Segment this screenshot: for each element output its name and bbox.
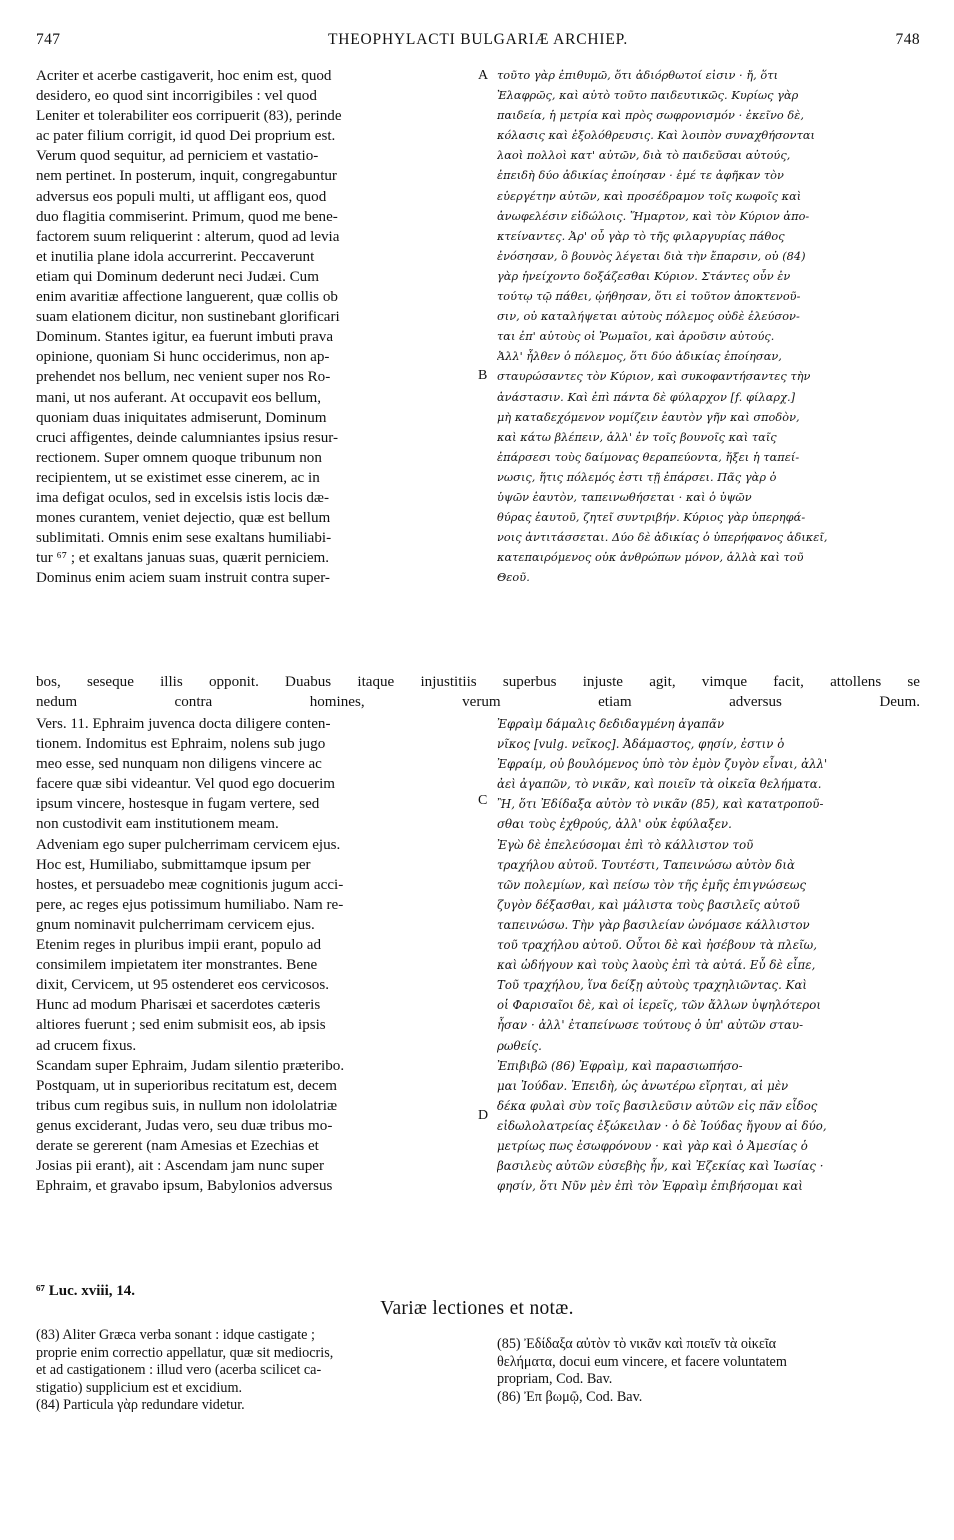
latin-line: gnum nominavit pulcherrimam cervicem ejus.	[36, 916, 315, 933]
latin-line: non custodivit eam institutionem meam.	[36, 816, 279, 833]
notes-left	[36, 1327, 476, 1415]
latin-line: mani, ut nos auferant. At occupavit eos bellum,	[36, 389, 322, 406]
greek-line: σταυρώσαντες τὸν Κύριον, καὶ συκοφαντήσαντες τὴν	[497, 370, 811, 384]
running-title: THEOPHYLACTI BULGARIÆ ARCHIEP.	[328, 31, 628, 48]
margin-marker-a: A	[478, 68, 489, 83]
greek-line: εἰδωλολατρείας ἐξώκειλαν · ὁ δὲ Ἰούδας ἤγουν αἱ δύο,	[497, 1118, 827, 1133]
greek-line: ἦσαν · ἀλλ' ἐταπείνωσε τούτους ὁ ὑπ' αὐτῶν σταυ-	[497, 1018, 804, 1033]
latin-line: dixit, Cervicem, ut 95 ostenderet eos cervicosos.	[36, 977, 329, 994]
note-line: (84) Particula γὰρ redundare videtur.	[36, 1397, 245, 1413]
greek-line: τῶν πολεμίων, καὶ πείσω τὸν τῆς ἐμῆς ἐπιγνώσεως	[497, 877, 807, 892]
note-line: (83) Aliter Græca verba sonant : idque castigate ;	[36, 1327, 315, 1343]
greek-line: μαι Ἰούδαν. Ἐπειδὴ, ὡς ἀνωτέρω εἴρηται, αἱ μὲν	[497, 1078, 789, 1093]
greek-line: κτείναντες. Ἀρ' οὖ γὰρ τὸ τῆς φιλαργυρίας πάθος	[497, 229, 785, 243]
greek-line: Ἢ, ὅτι Ἐδίδαξα αὐτὸν τὸ νικᾶν (85), καὶ κατατροποῦ-	[497, 797, 824, 812]
latin-line: altiores fuerunt ; sed enim submisit eos, ab ipsis	[36, 1017, 326, 1034]
notes-heading: Variæ lectiones et notæ.	[380, 1298, 574, 1319]
latin-line: ipsum vincere, hostesque in fugam vertere, sed	[36, 796, 320, 813]
greek-line: δέκα φυλαὶ σὺν τοῖς βασιλεῦσιν αὐτῶν εἰς πᾶν εἶδος	[497, 1098, 818, 1113]
greek-line: τοῦ τραχήλου αὐτοῦ. Οὗτοι δὲ καὶ ἠσέβουν τὰ πλεῖω,	[497, 938, 818, 953]
latin-line: Hunc ad modum Pharisæi et sacerdotes cæteris	[36, 997, 321, 1014]
greek-line: γὰρ ἠνείχοντο δοξάζεσθαι Κύριον. Στάντες οὖν ἐν	[497, 269, 791, 283]
greek-line: οἱ Φαρισαῖοι δὲ, καὶ οἱ ἱερεῖς, τῶν ἄλλων ὑψηλότεροι	[497, 998, 821, 1013]
latin-line: tribus cum regibus suis, in nullum non idololatriæ	[36, 1097, 338, 1114]
notes-right	[497, 1336, 922, 1406]
greek-line: Θεοῦ.	[497, 571, 530, 585]
latin-line: Scandam super Ephraim, Judam silentio præteribo.	[36, 1057, 345, 1074]
latin-line: rectionem. Super omnem quoque tribunum non	[36, 449, 322, 466]
latin-column-top	[36, 66, 476, 588]
note-line: proprie enim correctio appellatur, quæ sit mediocris,	[36, 1344, 334, 1361]
latin-line: opinione, quoniam Si hunc occiderimus, non ap-	[36, 349, 330, 366]
latin-line: ad crucem fixus.	[36, 1037, 137, 1054]
left-page-number: 747	[36, 31, 61, 48]
greek-line: Τοῦ τραχήλου, ἵνα δείξῃ αὐτοὺς τραχηλιῶντας. Καὶ	[497, 978, 808, 993]
latin-line: etiam qui Dominum dederunt neci Judæi. Cum	[36, 268, 319, 285]
latin-line: Dominum. Stantes igitur, ea fuerunt imbuti prava	[36, 329, 334, 346]
greek-line: καὶ κάτω βλέπειν, ἀλλ' ἐν τοῖς βουνοῖς καὶ ταῖς	[497, 430, 777, 444]
latin-line: Etenim reges in pluribus impii erant, populo ad	[36, 937, 322, 954]
greek-line: Ἐγὼ δὲ ἐπελεύσομαι ἐπὶ τὸ κάλλιστον τοῦ	[497, 837, 754, 852]
greek-line: ταπεινώσω. Τὴν γὰρ βασιλείαν ὠνόμασε κάλλιστον	[497, 917, 810, 932]
latin-line: Acriter et acerbe castigaverit, hoc enim est, quod	[36, 68, 332, 84]
margin-marker-b: B	[478, 368, 488, 383]
latin-line: Josias pii erant), ait : Ascendam jam nunc super	[36, 1158, 324, 1175]
greek-line: σιν, οὐ καταλήψεται αὐτοὺς πόλεμος οὐδὲ ἐλεύσον-	[497, 310, 800, 324]
latin-line: nem pertinet. In posterum, inquit, congregabuntur	[36, 168, 337, 185]
latin-line: tur ⁶⁷ ; et exaltans januas suas, quærit perniciem.	[36, 550, 330, 567]
latin-line: pere, ac reges ejus potissimum humiliabo. Nam re-	[36, 896, 344, 913]
greek-line: Ἀλλ' ἦλθεν ὁ πόλεμος, ὅτι δύο ἀδικίας ἐποίησαν,	[497, 350, 782, 364]
latin-line: hostes, et persuadebo meæ cognitionis jugum acci-	[36, 876, 344, 893]
latin-line: Dominus enim aciem suam instruit contra super-	[36, 570, 330, 587]
latin-line: suam elationem dicitur, non sustinebant glorificari	[36, 309, 340, 326]
greek-line: ἐπάρσεσι τοὺς δαίμονας θεραπεύοντα, ἥξει ἡ ταπεί-	[497, 450, 800, 464]
latin-column-bottom	[36, 714, 476, 1196]
latin-line: genus exciderant, Judas vero, seu duæ tribus mo-	[36, 1117, 333, 1134]
greek-line: καὶ ὡδήγουν καὶ τοὺς λαοὺς ἐπὶ τὰ αὐτά. Εὖ δὲ εἶπε,	[497, 958, 816, 973]
latin-line: ac pater filium corrigit, id quod Dei proprium est.	[36, 128, 336, 145]
running-header	[36, 31, 920, 57]
greek-line: ἀνάστασιν. Καὶ ἐπὶ πάντα δὲ φύλαρχον [f. φίλαρχ.]	[497, 390, 796, 404]
greek-line: ἐπειδὴ δύο ἀδικίας ἐποίησαν · ἐμέ τε ἀφῆκαν τὸν	[497, 169, 784, 183]
greek-line: ται ἐπ' αὐτοὺς οἱ Ῥωμαῖοι, καὶ ἀροῦσιν αὐτούς.	[497, 330, 775, 344]
greek-line: παιδεία, ἡ μετρία καὶ πρὸς σωφρονισμόν · ἐκεῖνο δὲ,	[497, 109, 805, 123]
greek-line: ρωθείς.	[497, 1038, 542, 1053]
greek-line: τούτῳ τῷ πάθει, ᾠήθησαν, ὅτι εἰ τοῦτον ἀποκτενοῦ-	[497, 290, 801, 304]
greek-line: σθαι τοὺς ἐχθρούς, ἀλλ' οὐκ ἐφύλαξεν.	[497, 817, 732, 832]
latin-line: Postquam, ut in superioribus recitatum est, decem	[36, 1077, 337, 1094]
latin-line: meo esse, sed nunquam non diligens vincere ac	[36, 756, 322, 773]
greek-line: φησίν, ὅτι Νῦν μὲν ἐπὶ τὸν Ἐφραὶμ ἐπιβήσομαι καὶ	[497, 1179, 803, 1194]
latin-line: desidero, eo quod sint incorrigibiles : vel quod	[36, 88, 317, 105]
latin-line: Ephraim, et gravabo ipsum, Babylonios adversus	[36, 1178, 333, 1195]
latin-line: facere quæ sibi videantur. Vel quod ego docuerim	[36, 776, 335, 793]
note-line: stigatio) supplicium est et excidium.	[36, 1379, 243, 1396]
greek-line: εὐεργέτην αὐτῶν, καὶ προσέδραμον τοῖς κωφοῖς καὶ	[497, 189, 802, 203]
note-line: (85) Ἐδίδαξα αὐτὸν τὸ νικᾶν καὶ ποιεῖν τὰ οἰκεῖα	[497, 1336, 777, 1352]
latin-line: prehendet nos bellum, nec venient super nos Ro-	[36, 369, 331, 386]
greek-column-bottom	[497, 714, 922, 1196]
latin-line: factorem suum reliquerint : alterum, quod ad levia	[36, 228, 340, 245]
latin-line: cruci affigentes, deinde calumniantes ipsius resur-	[36, 429, 339, 446]
latin-line: recipientem, ut se existimet esse cinerem, ac in	[36, 469, 320, 486]
latin-line: sublimitati. Omnis enim sese exaltans humiliabi-	[36, 530, 332, 547]
greek-line: θύρας ἑαυτοῦ, ζητεῖ συντριβήν. Κύριος γὰρ ὑπερηφά-	[497, 511, 806, 525]
greek-line: κόλασις καὶ ἐξολόθρευσις. Καὶ λοιπὸν συναχθήσονται	[497, 129, 816, 143]
latin-line: adversus eos populi multi, ut affligant eos, quod	[36, 188, 327, 205]
latin-line: ima defigat oculos, sed in excelsis istis locis dæ-	[36, 489, 330, 506]
latin-line: derate se gererent (nam Amesias et Ezechias et	[36, 1137, 319, 1154]
scripture-footnote: ⁶⁷ Luc. xviii, 14.	[36, 1283, 136, 1299]
greek-line: νῖκος [vulg. νεῖκος]. Ἀδάμαστος, φησίν, ἐστιν ὁ	[497, 737, 785, 752]
latin-line: enim avaritiæ affectione languerent, quæ collis ob	[36, 289, 338, 306]
latin-line: Verum quod sequitur, ad perniciem et vastatio-	[36, 148, 319, 165]
latin-line: Leniter et tolerabiliter eos corripuerit (83), perinde	[36, 108, 342, 125]
greek-line: μὴ καταδεχόμενον νομίζειν ἑαυτὸν γῆν καὶ σποδὸν,	[497, 410, 800, 424]
greek-line: Ἐπιβιβῶ (86) Ἐφραὶμ, καὶ παρασιωπήσο-	[497, 1058, 743, 1073]
full-width-line: nedum contra homines, verum etiam adversus Deum.	[36, 694, 920, 711]
greek-line: Ἐλαφρῶς, καὶ αὐτὸ τοῦτο παιδευτικῶς. Κυρίως γὰρ	[497, 89, 799, 103]
greek-line: ὑψῶν ἑαυτὸν, ταπεινωθήσεται · καὶ ὁ ὑψῶν	[497, 490, 752, 504]
margin-marker-d: D	[478, 1108, 489, 1123]
note-line: propriam, Cod. Bav.	[497, 1371, 613, 1387]
latin-line: quoniam duas iniquitates admiserunt, Dominum	[36, 409, 327, 426]
note-line: θελήματα, docui eum vincere, et facere voluntatem	[497, 1353, 787, 1370]
greek-line: τραχήλου αὐτοῦ. Τουτέστι, Ταπεινώσω αὐτὸν διὰ	[497, 857, 795, 872]
latin-line: consimilem impietatem iter monstrantes. Bene	[36, 957, 318, 974]
right-page-number: 748	[895, 31, 920, 48]
note-line: et ad castigationem : illud vero (acerba scilicet ca-	[36, 1362, 322, 1378]
latin-line: mones curantem, veniet dejectio, quæ est bellum	[36, 510, 331, 527]
latin-line: Adveniam ego super pulcherrimam cervicem ejus.	[36, 836, 341, 853]
greek-line: ζυγὸν δέξασθαι, καὶ μάλιστα τοὺς βασιλεῖς αὐτοῦ	[497, 897, 800, 912]
latin-line: Hoc est, Humiliabo, submittamque ipsum per	[36, 856, 311, 873]
greek-line: νωσις, ἥτις πόλεμός ἐστι τῇ ἐπάρσει. Πᾶς γὰρ ὁ	[497, 470, 777, 484]
latin-line: tionem. Indomitus est Ephraim, nolens sub jugo	[36, 736, 326, 753]
latin-line: et inutilia plane idola accurrerint. Peccaverunt	[36, 248, 315, 265]
greek-line: ἀνωφελέσιν εἰδώλοις. Ἥμαρτον, καὶ τὸν Κύριον ἀπο-	[497, 209, 810, 223]
note-line: (86) Ἐπ βωμῷ, Cod. Bav.	[497, 1388, 643, 1405]
greek-column-top	[497, 66, 922, 588]
greek-line: λαοὶ πολλοὶ κατ' αὐτῶν, διὰ τὸ παιδεῦσαι αὐτούς,	[497, 149, 791, 163]
greek-line: μετρίως πως ἐσωφρόνουν · καὶ γὰρ καὶ ὁ Ἀμεσίας ὁ	[497, 1138, 808, 1153]
latin-line: duo flagitia commiserint. Primum, quod me bene-	[36, 208, 338, 225]
margin-marker-c: C	[478, 793, 488, 808]
greek-line: ἐνόσησαν, ὃ βουνὸς λέγεται διὰ τὴν ἔπαρσιν, οὐ (84)	[497, 249, 806, 263]
greek-line: κατεπαιρόμενος οὐκ ἀνθρώπων μόνον, ἀλλὰ καὶ τοῦ	[497, 551, 804, 565]
greek-line: Ἐφραίμ, οὐ βουλόμενος ὑπὸ τὸν ἐμὸν ζυγὸν εἶναι, ἀλλ'	[497, 757, 828, 772]
latin-line: Vers. 11. Ephraim juvenca docta diligere conten-	[36, 716, 331, 732]
full-width-line: bos, seseque illis opponit. Duabus itaque injustitiis superbus injuste agit, vimque facit, attollens se	[36, 674, 920, 690]
greek-line: βασιλεὺς αὐτῶν εὐσεβὴς ἦν, καὶ Ἐζεκίας καὶ Ἰωσίας ·	[497, 1159, 824, 1174]
greek-line: νοις ἀντιτάσσεται. Δύο δὲ ἀδικίας ὁ ὑπερήφανος ἀδικεῖ,	[497, 531, 828, 545]
greek-line: ἀεὶ ἀγαπῶν, τὸ νικᾶν, καὶ ποιεῖν τὰ οἰκεῖα θελήματα.	[497, 777, 822, 792]
full-width-text	[36, 672, 920, 712]
greek-line: τοῦτο γὰρ ἐπιθυμῶ, ὅτι ἀδιόρθωτοί εἰσιν · ἤ, ὅτι	[497, 69, 779, 82]
greek-line: Ἐφραὶμ δάμαλις δεδιδαγμένη ἀγαπᾶν	[497, 717, 725, 731]
